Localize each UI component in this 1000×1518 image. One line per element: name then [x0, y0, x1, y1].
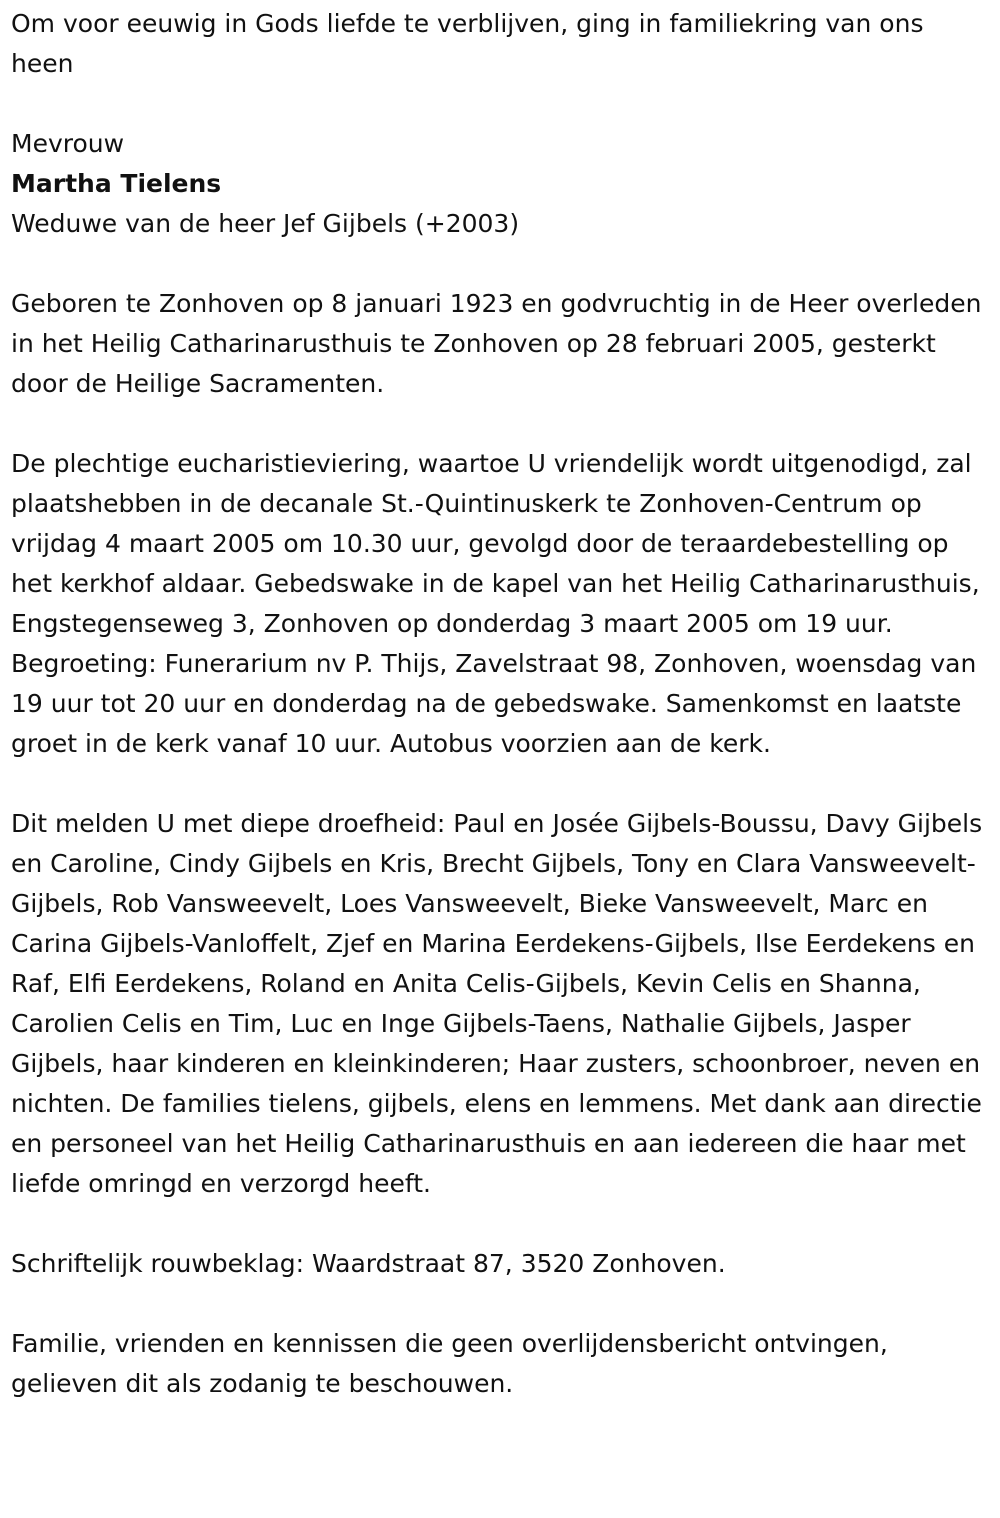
spacer	[11, 404, 991, 444]
birth-death-paragraph: Geboren te Zonhoven op 8 januari 1923 en godvruchtig in de Heer overleden in het Heilig Catharinarusthuis te Zonhoven op 28 februari 2005, gesterkt door de Heilige Sacramenten.	[11, 289, 982, 398]
salutation: Mevrouw	[11, 129, 125, 158]
widow-of-line: Weduwe van de heer Jef Gijbels (+2003)	[11, 209, 520, 238]
condolence-address: Schriftelijk rouwbeklag: Waardstraat 87, 3520 Zonhoven.	[11, 1249, 726, 1278]
spacer	[11, 84, 991, 124]
spacer	[11, 1204, 991, 1244]
deceased-name: Martha Tielens	[11, 169, 222, 198]
family-paragraph: Dit melden U met diepe droefheid: Paul en Josée Gijbels-Boussu, Davy Gijbels en Caroline, Cindy Gijbels en Kris, Brecht Gijbels, Tony en Clara Vansweevelt-Gijbels, Rob Vansweevelt, Loes Vansweevelt, Bieke Vansweevelt, Marc en Carina Gijbels-Vanloffelt, Zjef en Marina Eerdekens-Gijbels, Ilse Eerdekens en Raf, Elfi Eerdekens, Roland en Anita Celis-Gijbels, Kevin Celis en Shanna, Carolien Celis en Tim, Luc en Inge Gijbels-Taens, Nathalie Gijbels, Jasper Gijbels, haar kinderen en kleinkinderen; Haar zusters, schoonbroer, neven en nichten. De families tielens, gijbels, elens en lemmens. Met dank aan directie en personeel van het Heilig Catharinarusthuis en aan iedereen die haar met liefde omringd en verzorgd heeft.	[11, 809, 983, 1198]
spacer	[11, 244, 991, 284]
ceremony-paragraph: De plechtige eucharistieviering, waartoe U vriendelijk wordt uitgenodigd, zal plaatshebben in de decanale St.-Quintinuskerk te Zonhoven-Centrum op vrijdag 4 maart 2005 om 10.30 uur, gevolgd door de teraardebestelling op het kerkhof aldaar. Gebedswake in de kapel van het Heilig Catharinarusthuis, Engstegenseweg 3, Zonhoven op donderdag 3 maart 2005 om 19 uur. Begroeting: Funerarium nv P. Thijs, Zavelstraat 98, Zonhoven, woensdag van 19 uur tot 20 uur en donderdag na de gebedswake. Samenkomst en laatste groet in de kerk vanaf 10 uur. Autobus voorzien aan de kerk.	[11, 449, 980, 758]
opening-line: Om voor eeuwig in Gods liefde te verblijven, ging in familiekring van ons heen	[11, 9, 924, 78]
spacer	[11, 764, 991, 804]
closing-paragraph: Familie, vrienden en kennissen die geen overlijdensbericht ontvingen, gelieven dit als zodanig te beschouwen.	[11, 1329, 888, 1398]
spacer	[11, 1284, 991, 1324]
obituary-notice	[11, 4, 991, 1404]
